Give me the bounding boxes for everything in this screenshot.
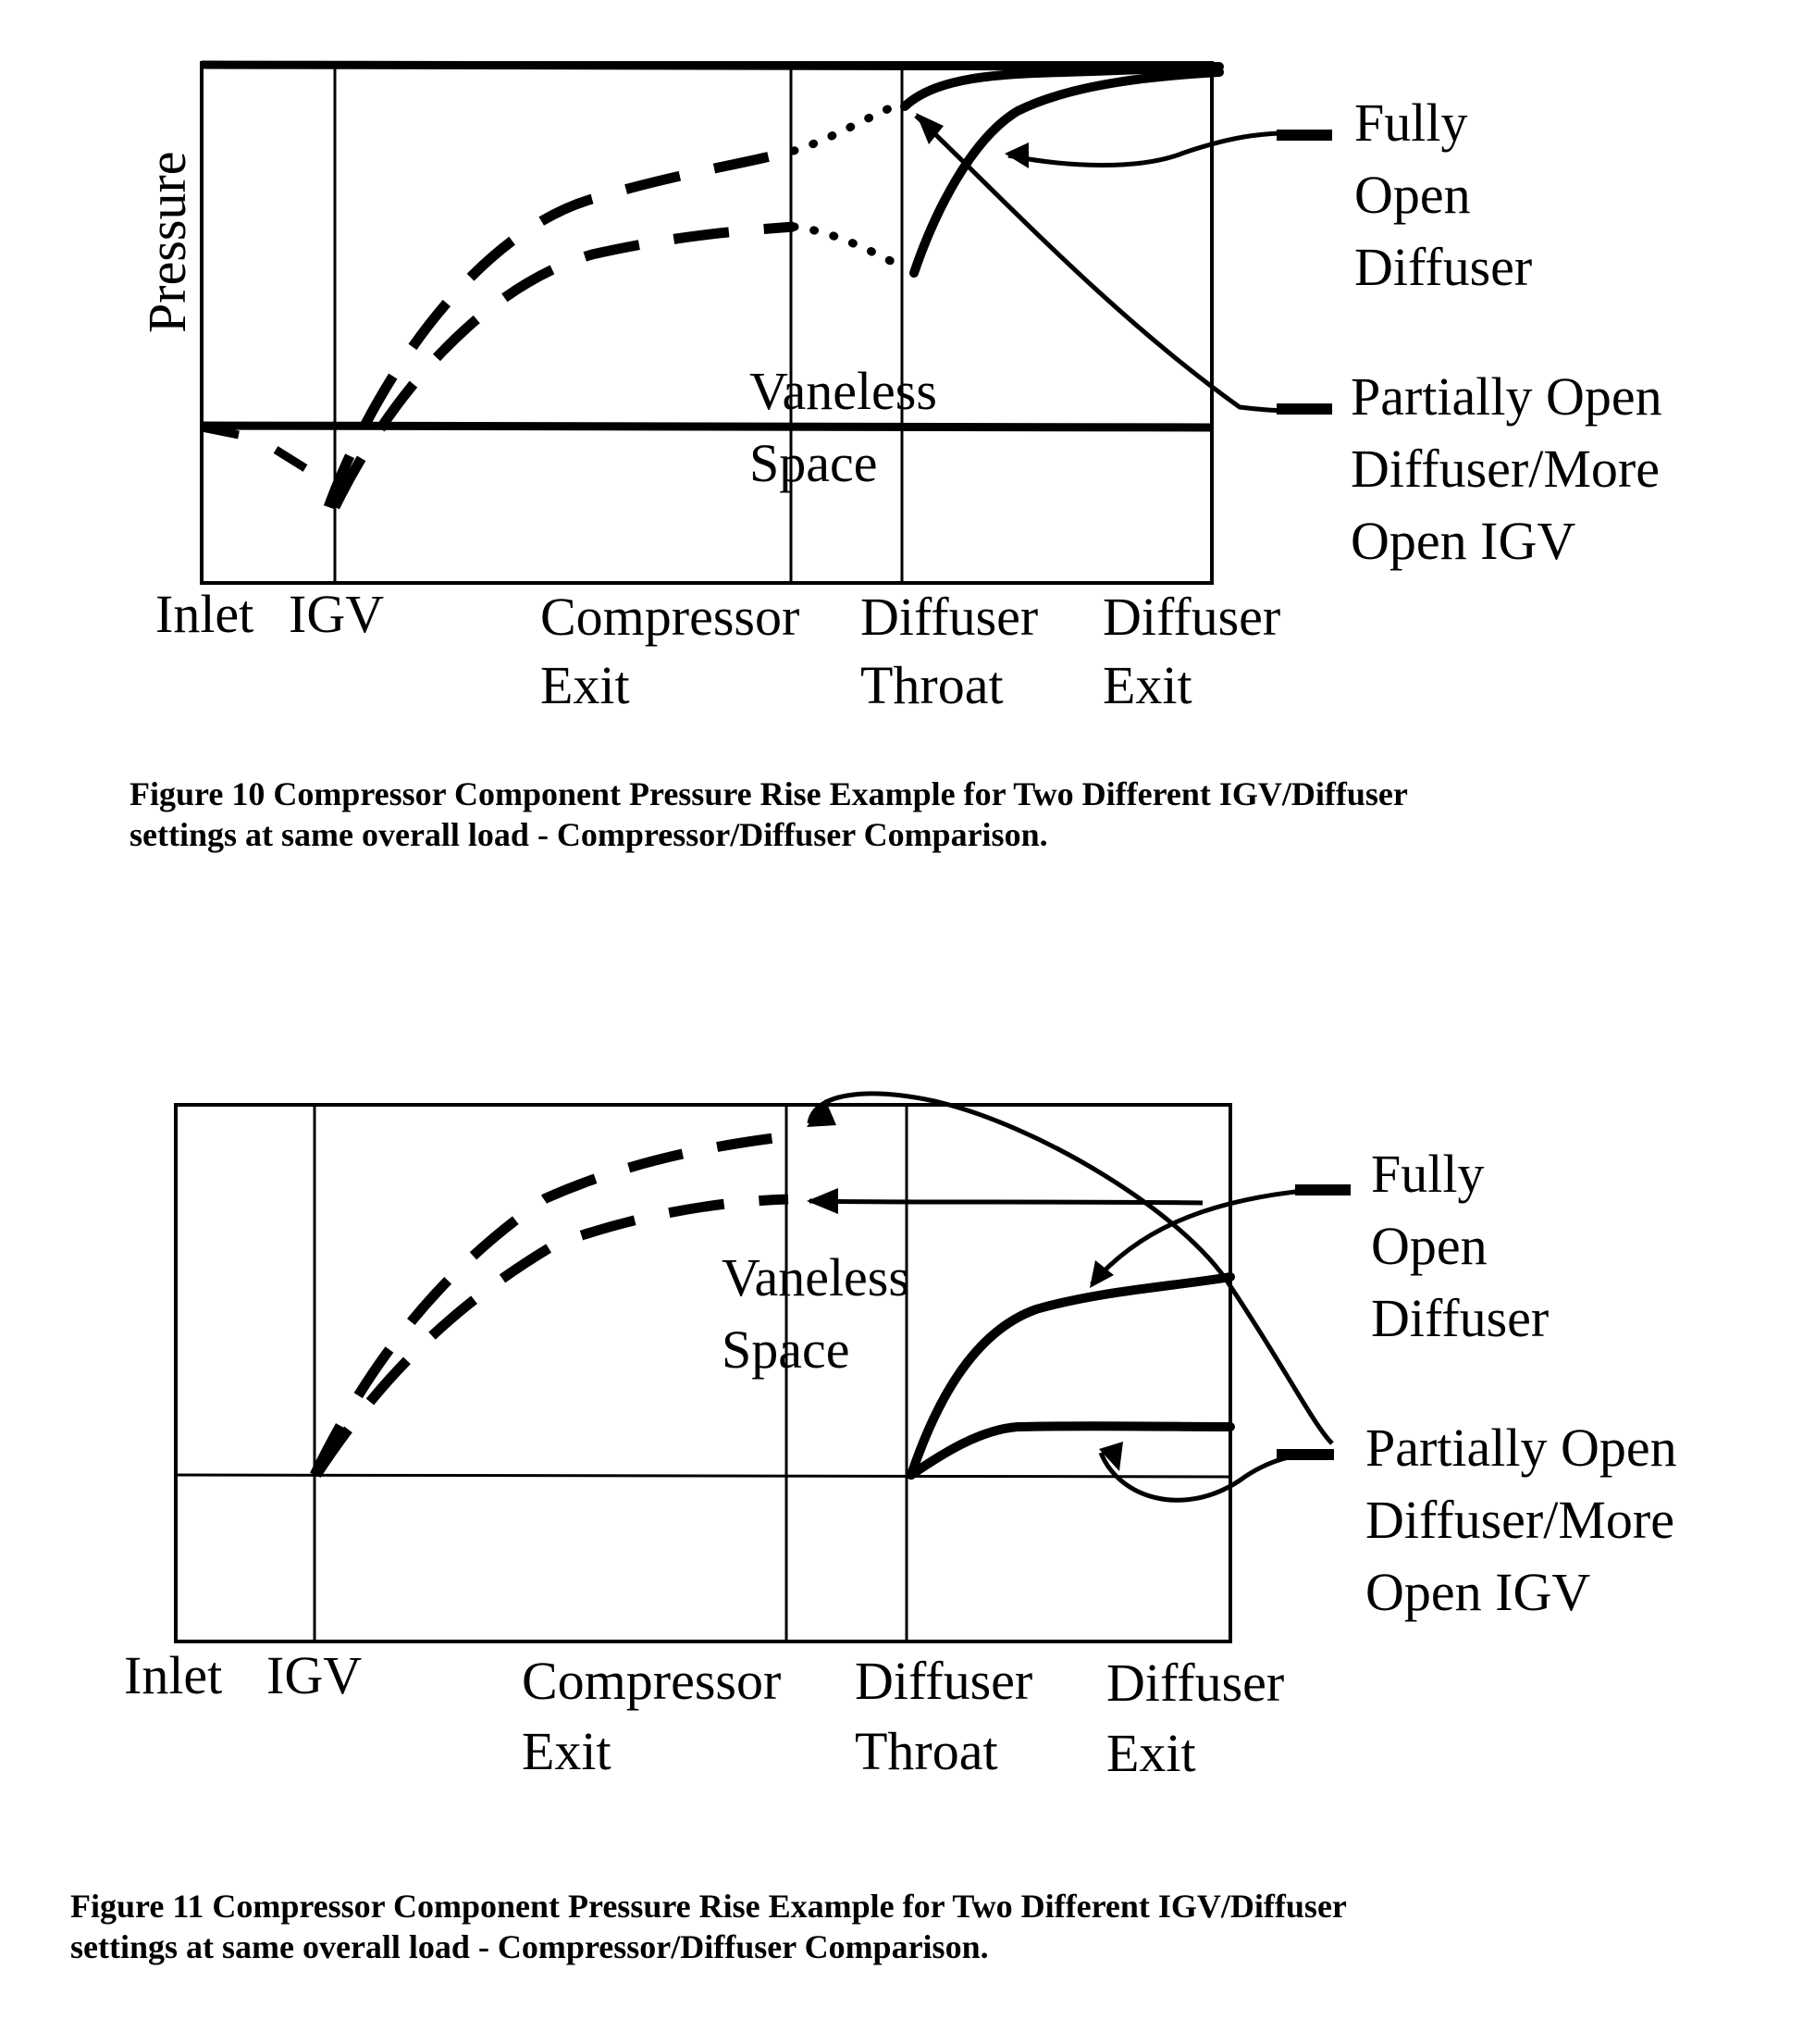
figure-11-caption-line-1: Figure 11 Compressor Component Pressure Rise Example for Two Different IGV/Diffuser xyxy=(70,1888,1347,1925)
legend-fully-open-2: Open xyxy=(1354,165,1471,225)
figure-10 xyxy=(0,0,1803,925)
arrowhead-fully-open xyxy=(1005,142,1029,168)
legend-partially-open-1: Partially Open xyxy=(1351,366,1662,427)
diffuser-curve-partially-open xyxy=(911,1426,1230,1475)
x-label-compressor-exit-1: Compressor xyxy=(522,1651,782,1711)
compressor-curve-partially-open xyxy=(316,1199,788,1475)
x-label-inlet: Inlet xyxy=(155,584,254,644)
inlet-pressure-baseline xyxy=(202,426,1212,427)
legend-fully-open-3: Diffuser xyxy=(1371,1288,1550,1348)
x-label-diffuser-throat-1: Diffuser xyxy=(860,587,1039,647)
vaneless-label-line-2: Space xyxy=(722,1319,850,1380)
y-axis-label: Pressure xyxy=(137,151,197,333)
vaneless-label-line-1: Vaneless xyxy=(722,1247,909,1307)
x-label-diffuser-exit-2: Exit xyxy=(1106,1723,1196,1783)
plot-top-edge xyxy=(202,65,1219,67)
legend-partially-open-3: Open IGV xyxy=(1365,1562,1591,1622)
figure-11 xyxy=(0,1018,1803,2044)
legend-partially-open-2: Diffuser/More xyxy=(1365,1490,1674,1550)
legend-fully-open-2: Open xyxy=(1371,1216,1488,1276)
vaneless-label-line-2: Space xyxy=(749,433,878,493)
x-label-diffuser-throat-1: Diffuser xyxy=(855,1651,1033,1711)
plot-frame xyxy=(202,63,1212,583)
inlet-pressure-baseline xyxy=(176,1475,1230,1477)
compressor-curve-fully-open xyxy=(315,1136,788,1475)
inlet-dip-mark-2 xyxy=(276,450,305,468)
compressor-curve-partially-open xyxy=(335,227,794,507)
vaneless-dotted-upper xyxy=(794,102,905,151)
figure-10-caption-line-1: Figure 10 Compressor Component Pressure Rise Example for Two Different IGV/Diffuser xyxy=(130,775,1408,812)
legend-partially-open-1: Partially Open xyxy=(1365,1418,1677,1478)
legend-partially-open-2: Diffuser/More xyxy=(1351,439,1660,499)
x-label-compressor-exit-2: Exit xyxy=(540,655,630,715)
legend-fully-open-1: Fully xyxy=(1354,93,1468,153)
x-label-igv: IGV xyxy=(289,584,385,644)
legend-fully-open-1: Fully xyxy=(1371,1144,1485,1204)
x-label-inlet: Inlet xyxy=(124,1645,223,1705)
leader-fully-open-to-compressor xyxy=(809,1201,1203,1203)
compressor-curve-fully-open xyxy=(328,151,794,507)
x-label-compressor-exit-2: Exit xyxy=(522,1721,611,1781)
x-label-diffuser-throat-2: Throat xyxy=(855,1721,998,1781)
plot-frame xyxy=(176,1105,1230,1641)
x-label-igv: IGV xyxy=(266,1645,363,1705)
leader-partially-open xyxy=(916,116,1332,411)
figure-10-caption xyxy=(130,774,1408,855)
figure-10-caption-line-2: settings at same overall load - Compressor/Diffuser Comparison. xyxy=(130,816,1048,853)
x-label-diffuser-exit-1: Diffuser xyxy=(1103,587,1281,647)
x-label-compressor-exit-1: Compressor xyxy=(540,587,800,647)
x-label-diffuser-exit-1: Diffuser xyxy=(1106,1653,1285,1713)
legend-fully-open-3: Diffuser xyxy=(1354,237,1533,297)
figure-11-caption xyxy=(70,1886,1347,1967)
x-label-diffuser-throat-2: Throat xyxy=(860,655,1004,715)
vaneless-label-line-1: Vaneless xyxy=(749,361,937,421)
figure-11-caption-line-2: settings at same overall load - Compressor/Diffuser Comparison. xyxy=(70,1928,989,1965)
x-label-diffuser-exit-2: Exit xyxy=(1103,655,1192,715)
diffuser-curve-partially-open xyxy=(914,72,1219,273)
legend-partially-open-3: Open IGV xyxy=(1351,511,1576,571)
arrowhead-compressor-lower xyxy=(807,1188,838,1214)
vaneless-dotted-lower xyxy=(794,227,905,268)
